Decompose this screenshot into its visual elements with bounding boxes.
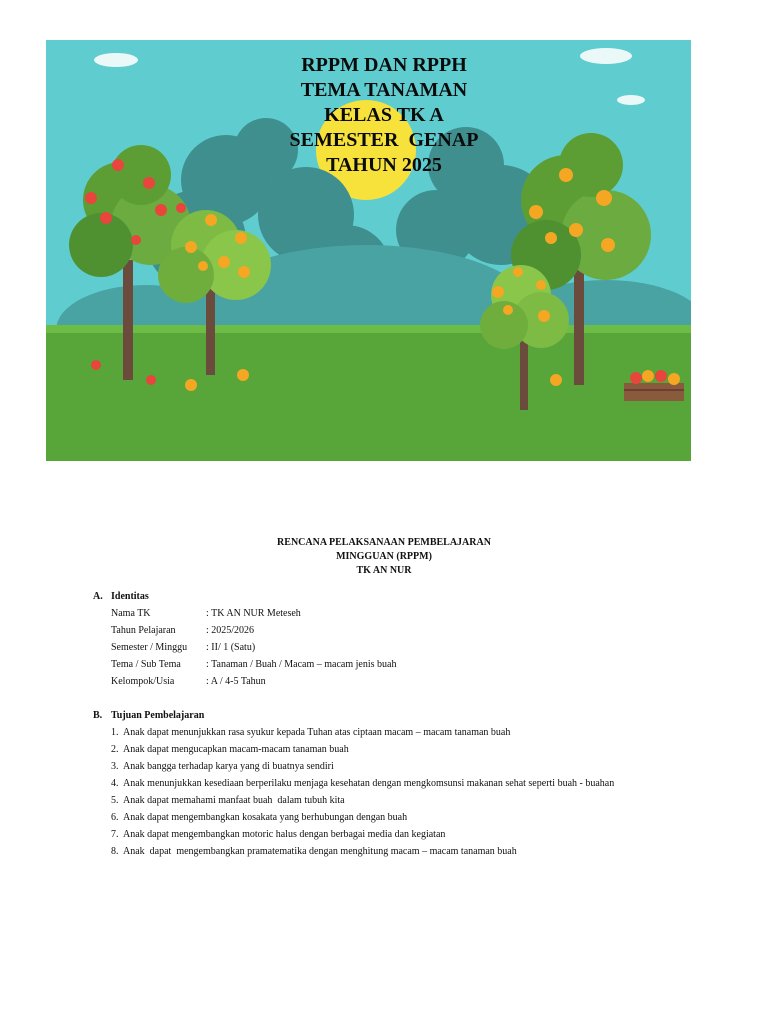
doc-heading-line-1: RENCANA PELAKSANAAN PEMBELAJARAN [277, 537, 491, 548]
ident-row-semester [111, 641, 255, 655]
goal-item: 8. Anak dapat mengembangkan pramatematika dengan menghitung macam – macam tanaman buah [111, 846, 517, 857]
goal-item: 1. Anak dapat menunjukkan rasa syukur kepada Tuhan atas ciptaan macam – macam tanaman buah [111, 727, 511, 738]
cover-title-line-4: SEMESTER GENAP [289, 129, 479, 151]
ident-label: Semester / Minggu [111, 642, 188, 653]
ident-label: Nama TK [111, 608, 151, 619]
ident-label: Tahun Pelajaran [111, 625, 176, 636]
ident-value: : A / 4-5 Tahun [206, 676, 266, 687]
ident-label: Kelompok/Usia [111, 676, 175, 687]
ident-value: : 2025/2026 [206, 625, 255, 636]
ident-row-nama-tk [111, 607, 301, 621]
section-title-text: Tujuan Pembelajaran [111, 710, 205, 721]
cover-title-line-1: RPPM DAN RPPH [301, 54, 467, 76]
section-tujuan-title [93, 709, 204, 723]
goal-item: 6. Anak dapat mengembangkan kosakata yang berhubungan dengan buah [111, 812, 408, 823]
cover-title [46, 53, 691, 178]
goal-item: 5. Anak dapat memahami manfaat buah dalam tubuh kita [111, 795, 345, 806]
ident-row-tahun [111, 624, 254, 638]
grass [46, 325, 691, 461]
ident-label: Tema / Sub Tema [111, 659, 181, 670]
goal-item: 2. Anak dapat mengucapkan macam-macam tanaman buah [111, 744, 349, 755]
doc-heading-line-2: MINGGUAN (RPPM) [336, 551, 432, 562]
cover-illustration [46, 40, 691, 461]
ident-row-tema [111, 658, 396, 672]
section-letter: A. [93, 591, 103, 602]
ident-value: : Tanaman / Buah / Macam – macam jenis buah [206, 659, 397, 670]
cover-title-line-5: TAHUN 2025 [326, 154, 442, 176]
cover-title-line-3: KELAS TK A [324, 104, 444, 126]
goal-item: 7. Anak dapat mengembangkan motoric halus dengan berbagai media dan kegiatan [111, 829, 446, 840]
section-title-text: Identitas [111, 591, 149, 602]
ident-value: : II/ 1 (Satu) [206, 642, 256, 653]
goal-item: 4. Anak menunjukkan kesediaan berperilaku menjaga kesehatan dengan mengkomsunsi makanan sehat seperti buah - buahan [111, 778, 615, 789]
doc-heading-line-3: TK AN NUR [356, 565, 412, 576]
goal-item: 3. Anak bangga terhadap karya yang di buatnya sendiri [111, 761, 334, 772]
cover-title-line-2: TEMA TANAMAN [300, 79, 468, 101]
ident-value: : TK AN NUR Meteseh [206, 608, 301, 619]
ident-row-kelompok [111, 675, 266, 689]
section-letter: B. [93, 710, 103, 721]
section-identitas-title [93, 590, 149, 604]
